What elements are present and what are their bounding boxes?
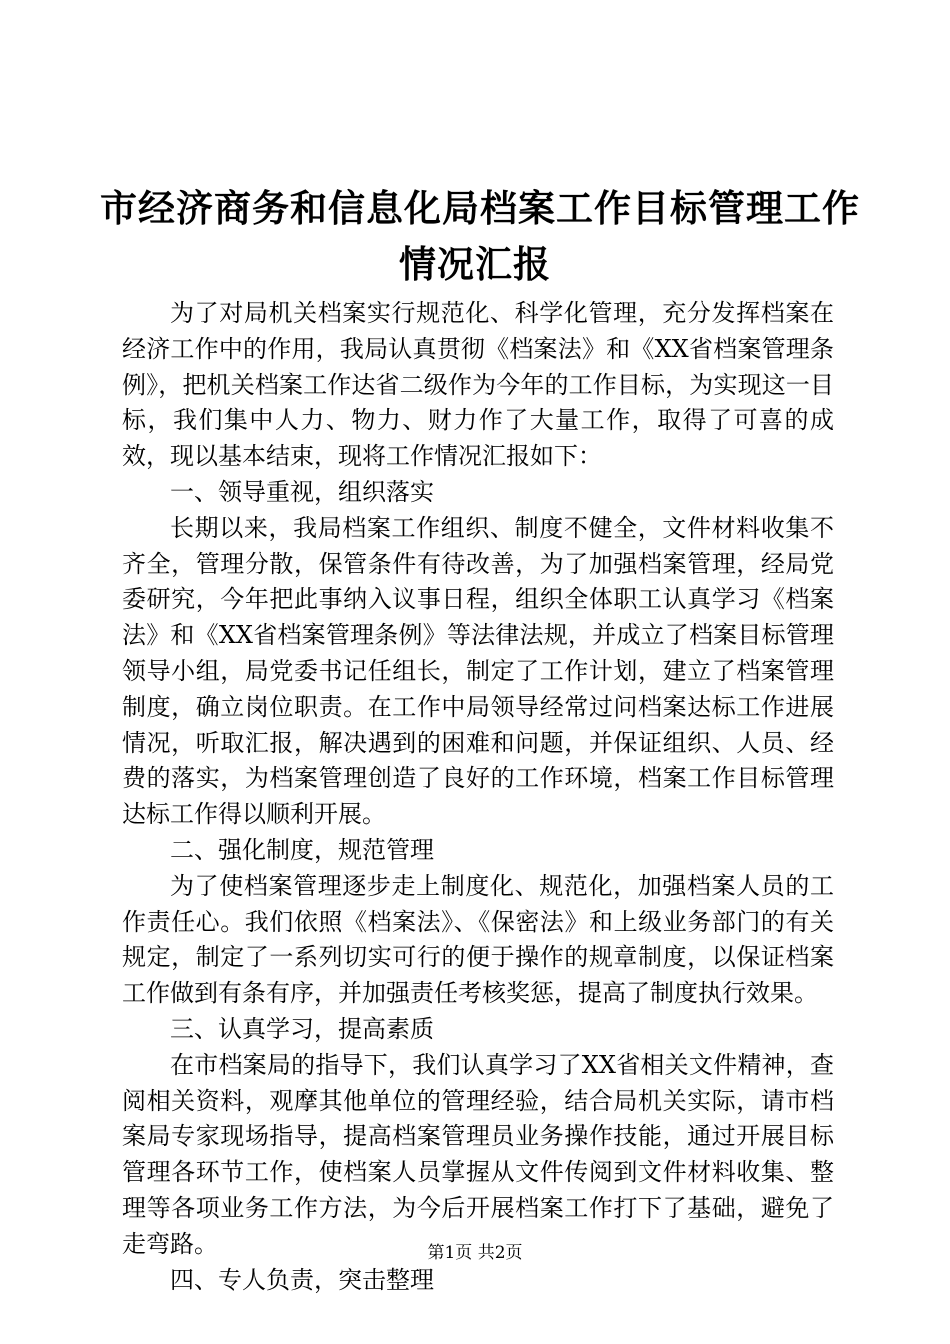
section-heading-2: 二、强化制度，规范管理 bbox=[170, 835, 434, 864]
section-heading-4: 四、专人负责，突击整理 bbox=[170, 1265, 434, 1294]
page-number-footer: 第1页 共2页 bbox=[427, 1243, 523, 1263]
document-body bbox=[122, 296, 834, 1298]
section-paragraph-1: 长期以来，我局档案工作组织、制度不健全，文件材料收集不齐全，管理分散，保管条件有待改善，为了加强档案管理，经局党委研究，今年把此事纳入议事日程，组织全体职工认真学习《档案法》和《XX省档案管理条例》等法律法规，并成立了档案目标管理领导小组，局党委书记任组长，制定了工作计划，建立了档案管理制度，确立岗位职责。在工作中局领导经常过问档案达标工作进展情况，听取汇报，解决遇到的困难和问题，并保证组织、人员、经费的落实，为档案管理创造了良好的工作环境，档案工作目标管理达标工作得以顺利开展。 bbox=[122, 513, 834, 829]
section-paragraph-3: 在市档案局的指导下，我们认真学习了XX省相关文件精神，查阅相关资料，观摩其他单位的管理经验，结合局机关实际，请市档案局专家现场指导，提高档案管理员业务操作技能，通过开展目标管理各环节工作，使档案人员掌握从文件传阅到文件材料收集、整理等各项业务工作方法，为今后开展档案工作打下了基础，避免了走弯路。 bbox=[122, 1050, 834, 1258]
intro-paragraph: 为了对局机关档案实行规范化、科学化管理，充分发挥档案在经济工作中的作用，我局认真贯彻《档案法》和《XX省档案管理条例》，把机关档案工作达省二级作为今年的工作目标，为实现这一目标，我们集中人力、物力、财力作了大量工作，取得了可喜的成效，现以基本结束，现将工作情况汇报如下： bbox=[122, 299, 834, 471]
section-heading-3: 三、认真学习，提高素质 bbox=[170, 1014, 434, 1043]
section-heading-1: 一、领导重视，组织落实 bbox=[170, 477, 434, 506]
section-paragraph-2: 为了使档案管理逐步走上制度化、规范化，加强档案人员的工作责任心。我们依照《档案法》、《保密法》和上级业务部门的有关规定，制定了一系列切实可行的便于操作的规章制度，以保证档案工作做到有条有序，并加强责任考核奖惩，提高了制度执行效果。 bbox=[122, 871, 834, 1008]
document-title-line-1: 市经济商务和信息化局档案工作目标管理工作 bbox=[100, 186, 860, 230]
document-title-line-2: 情况汇报 bbox=[399, 242, 551, 286]
